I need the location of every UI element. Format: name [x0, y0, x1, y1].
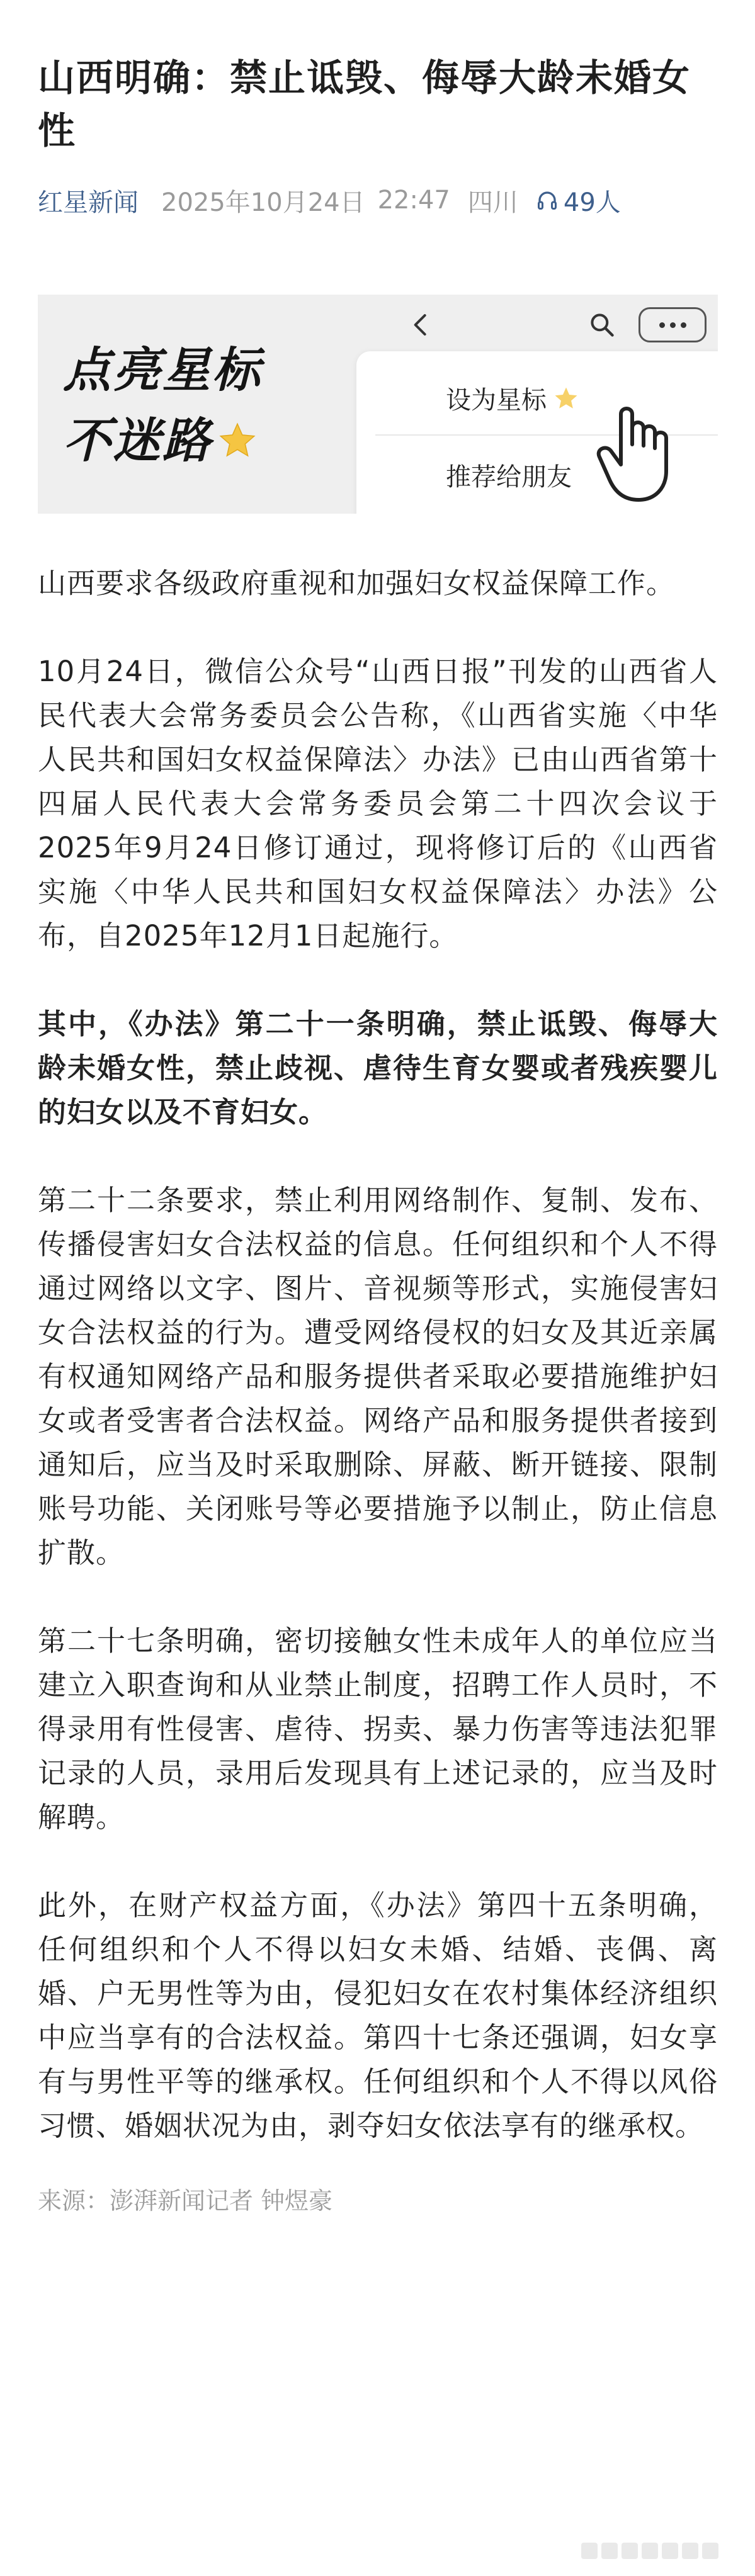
mock-topbar [370, 306, 718, 344]
star-icon [217, 421, 258, 461]
article-body [38, 562, 718, 2148]
menu-item-recommend-label: 推荐给朋友 [446, 463, 572, 492]
headphones-icon [536, 189, 559, 212]
publish-time: 22:47 [377, 186, 450, 215]
article [38, 0, 718, 2218]
watermark [581, 2539, 732, 2562]
paragraph-1: 山西要求各级政府重视和加强妇女权益保障工作。 [38, 567, 676, 600]
article-title: 山西明确：禁止诋毁、侮辱大龄未婚女性 [38, 56, 691, 152]
search-icon [588, 311, 616, 339]
star-icon [553, 385, 579, 412]
paragraph-6: 此外，在财产权益方面，《办法》第四十五条明确，任何组织和个人不得以妇女未婚、结婚、丧偶、离婚、户无男性等为由，侵犯妇女在农村集体经济组织中应当享有的合法权益。第四十七条还强调，妇女享有与男性平等的继承权。任何组织和个人不得以风俗习惯、婚姻状况为由，剥夺妇女依法享有的继承权。 [38, 1889, 718, 2142]
menu-item-set-star-label: 设为星标 [446, 386, 547, 415]
region-label: 四川 [467, 188, 518, 217]
listen-button[interactable] [536, 183, 621, 218]
promo-slogan [63, 335, 262, 476]
paragraph-4: 第二十二条要求，禁止利用网络制作、复制、发布、传播侵害妇女合法权益的信息。任何组织和个人不得通过网络以文字、图片、音视频等形式，实施侵害妇女合法权益的行为。遭受网络侵权的妇女及其近亲属有权通知网络产品和服务提供者采取必要措施维护妇女或者受害者合法权益。网络产品和服务提供者接到通知后，应当及时采取删除、屏蔽、断开链接、限制账号功能、关闭账号等必要措施予以制止，防止信息扩散。 [38, 1183, 718, 1569]
more-dots-icon [639, 307, 707, 342]
source-link[interactable]: 红星新闻 [38, 188, 139, 217]
publish-date: 2025年10月24日 [161, 188, 365, 217]
source-credit: 来源：澎湃新闻记者 钟煜豪 [38, 2187, 333, 2215]
star-promo-banner [38, 295, 718, 514]
promo-slogan-line2: 不迷路 [63, 412, 212, 468]
listen-count: 49人 [563, 188, 621, 217]
menu-item-recommend [446, 457, 572, 493]
promo-slogan-line1: 点亮星标 [63, 342, 262, 398]
paragraph-3: 其中，《办法》第二十一条明确，禁止诋毁、侮辱大龄未婚女性，禁止歧视、虐待生育女婴或者残疾婴儿的妇女以及不育妇女。 [38, 1007, 718, 1129]
paragraph-5: 第二十七条明确，密切接触女性未成年人的单位应当建立入职查询和从业禁止制度，招聘工作人员时，不得录用有性侵害、虐待、拐卖、暴力伤害等违法犯罪记录的人员，录用后发现具有上述记录的，应当及时解聘。 [38, 1624, 718, 1834]
pointing-hand-icon [596, 370, 703, 509]
article-meta [38, 183, 718, 218]
paragraph-2: 10月24日，微信公众号“山西日报”刊发的山西省人民代表大会常务委员会公告称，《山西省实施〈中华人民共和国妇女权益保障法〉办法》已由山西省第十四届人民代表大会常务委员会第二十四次会议于2025年9月24日修订通过，现将修订后的《山西省实施〈中华人民共和国妇女权益保障法〉办法》公布，自2025年12月1日起施行。 [38, 655, 718, 952]
menu-item-set-star [446, 380, 579, 416]
back-arrow-icon [408, 311, 433, 339]
